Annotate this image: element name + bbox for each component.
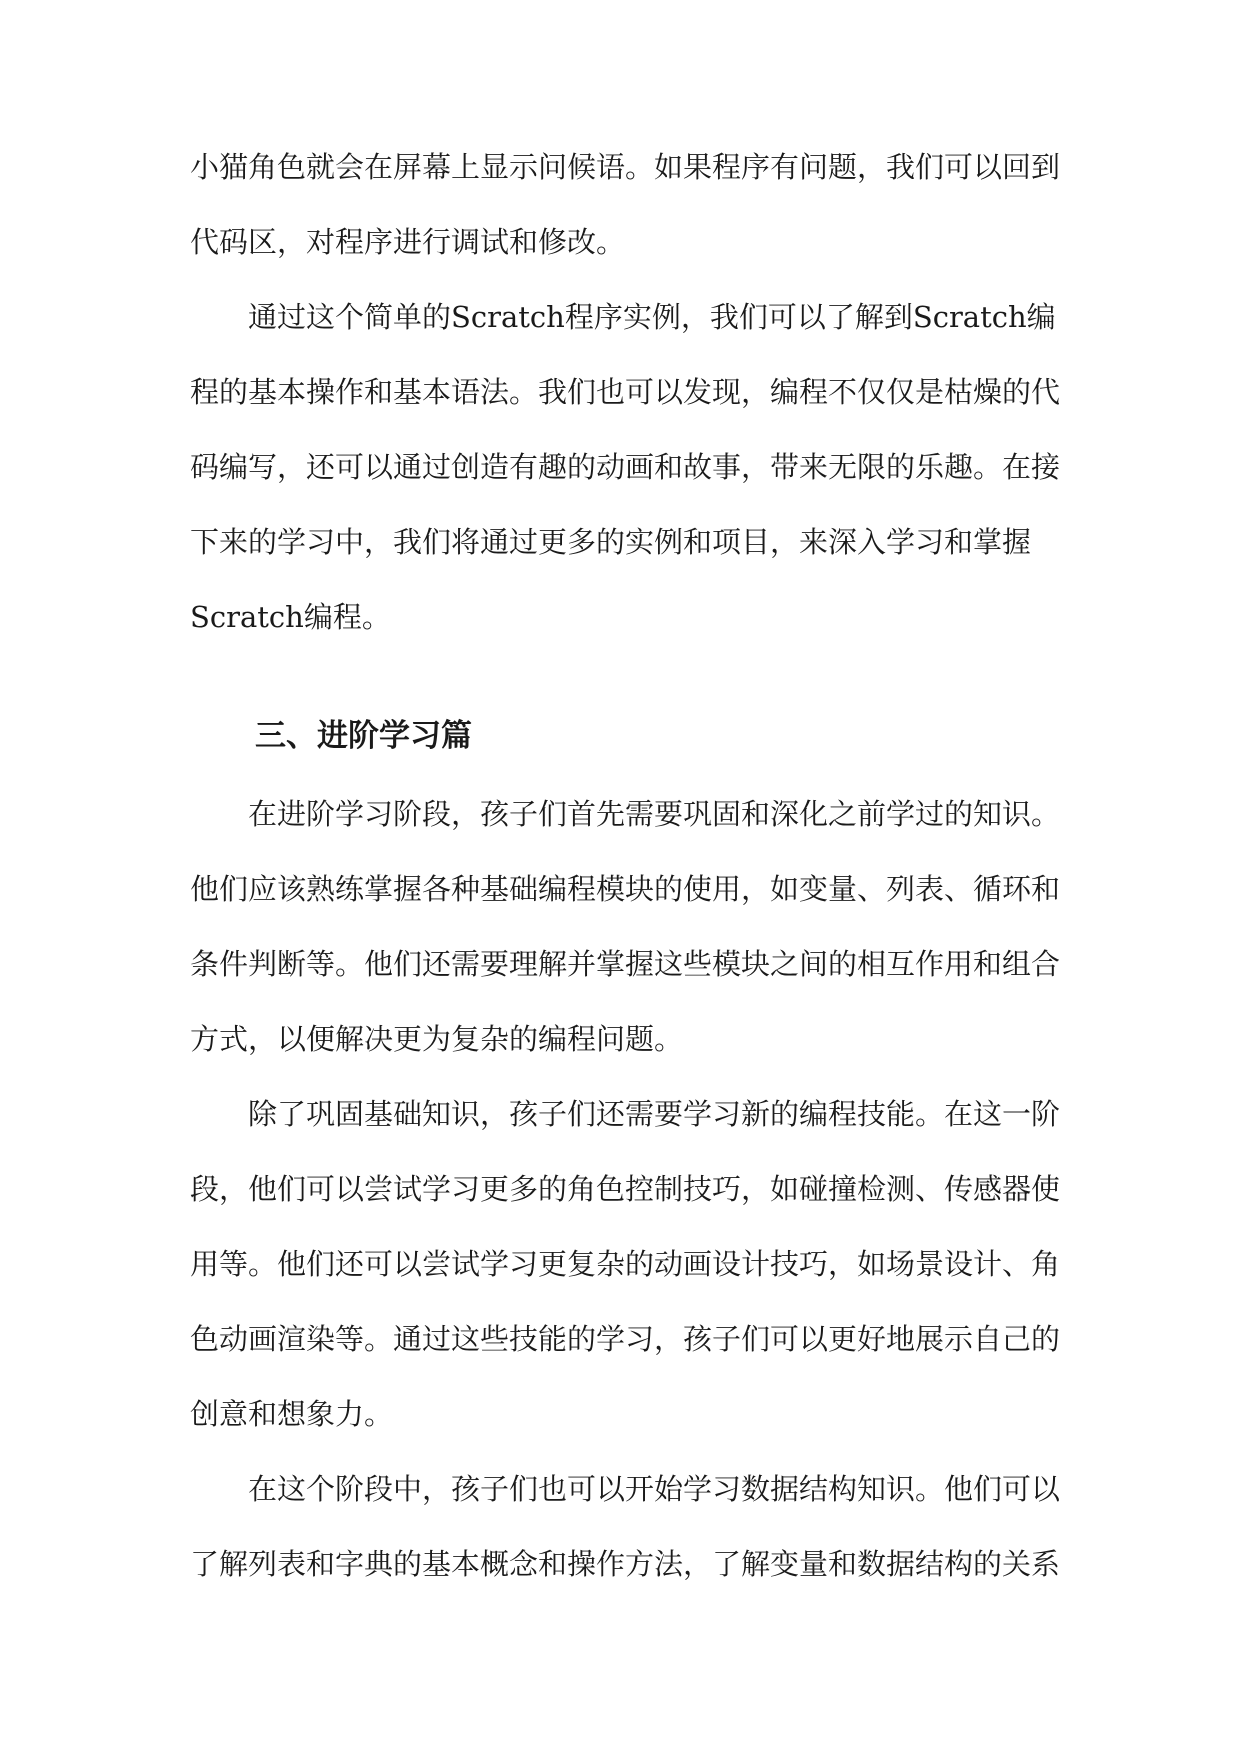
paragraph-first-line: 通过这个简单的Scratch程序实例，我们可以了解到Scratch编 bbox=[248, 300, 1056, 334]
body-text-line: 条件判断等。他们还需要理解并掌握这些模块之间的相互作用和组合 bbox=[190, 947, 1061, 981]
paragraph-first-line: 在这个阶段中，孩子们也可以开始学习数据结构知识。他们可以 bbox=[248, 1472, 1061, 1506]
body-text-line: 色动画渲染等。通过这些技能的学习，孩子们可以更好地展示自己的 bbox=[190, 1322, 1061, 1356]
body-text-line: 程的基本操作和基本语法。我们也可以发现，编程不仅仅是枯燥的代 bbox=[190, 375, 1061, 409]
body-text-line: Scratch编程。 bbox=[190, 600, 391, 634]
body-text-line: 创意和想象力。 bbox=[190, 1397, 394, 1431]
body-text-line: 段，他们可以尝试学习更多的角色控制技巧，如碰撞检测、传感器使 bbox=[190, 1172, 1061, 1206]
body-text-line: 下来的学习中，我们将通过更多的实例和项目，来深入学习和掌握 bbox=[190, 525, 1032, 559]
body-text-line: 小猫角色就会在屏幕上显示问候语。如果程序有问题，我们可以回到 bbox=[190, 150, 1061, 184]
body-text-line: 码编写，还可以通过创造有趣的动画和故事，带来无限的乐趣。在接 bbox=[190, 450, 1061, 484]
paragraph-first-line: 除了巩固基础知识，孩子们还需要学习新的编程技能。在这一阶 bbox=[248, 1097, 1061, 1131]
paragraph-first-line: 在进阶学习阶段，孩子们首先需要巩固和深化之前学过的知识。 bbox=[248, 797, 1061, 831]
body-text-line: 方式，以便解决更为复杂的编程问题。 bbox=[190, 1022, 684, 1056]
section-heading: 三、进阶学习篇 bbox=[255, 718, 472, 754]
body-text-line: 了解列表和字典的基本概念和操作方法，了解变量和数据结构的关系 bbox=[190, 1547, 1061, 1581]
body-text-line: 他们应该熟练掌握各种基础编程模块的使用，如变量、列表、循环和 bbox=[190, 872, 1061, 906]
body-text-line: 用等。他们还可以尝试学习更复杂的动画设计技巧，如场景设计、角 bbox=[190, 1247, 1061, 1281]
body-text-line: 代码区，对程序进行调试和修改。 bbox=[190, 225, 626, 259]
